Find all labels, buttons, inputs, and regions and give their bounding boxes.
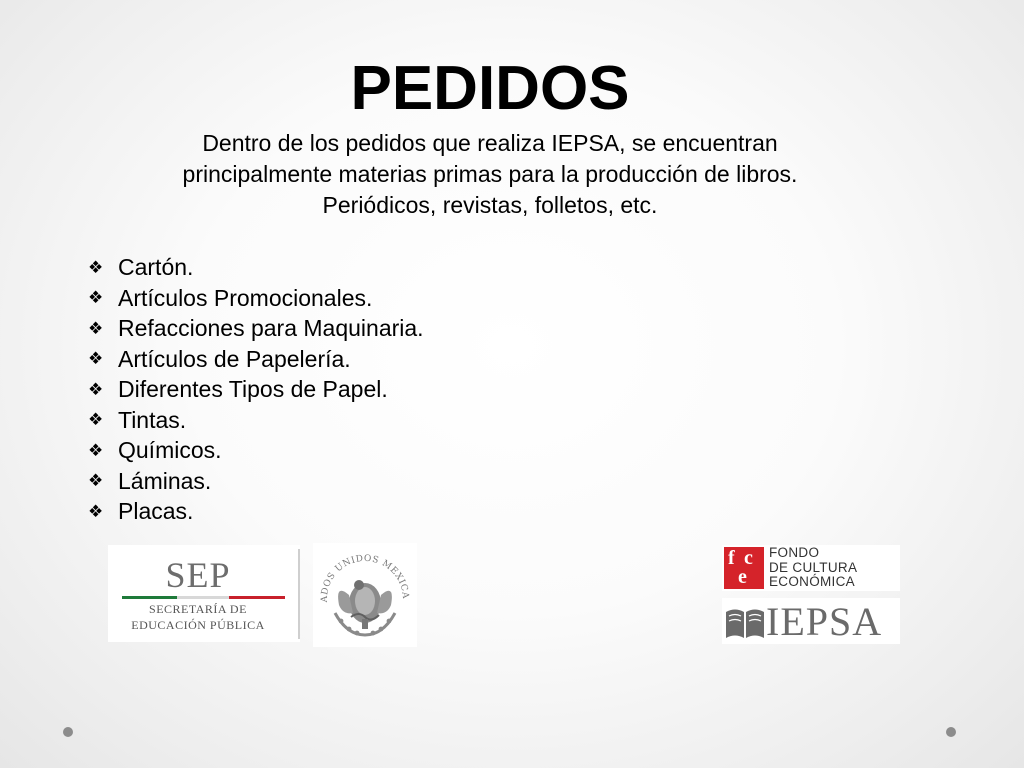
list-item xyxy=(88,466,424,497)
intro-line: Dentro de los pedidos que realiza IEPSA, se encuentran xyxy=(202,130,778,156)
sep-stripe-green xyxy=(122,596,177,599)
list-item-label: Tintas. xyxy=(118,406,187,433)
diamond-bullet-icon: ❖ xyxy=(88,410,104,430)
sep-stripe-white xyxy=(177,596,229,599)
slide-title: PEDIDOS xyxy=(350,54,630,123)
sep-logo-word: SEP xyxy=(165,555,231,595)
intro-paragraph xyxy=(100,128,880,221)
sep-logo-line1: SECRETARÍA DE xyxy=(149,602,247,616)
iepsa-logo xyxy=(722,598,900,644)
diamond-bullet-icon: ❖ xyxy=(88,440,104,460)
list-item xyxy=(88,344,424,375)
diamond-bullet-icon: ❖ xyxy=(88,471,104,491)
list-item-label: Químicos. xyxy=(118,437,222,463)
list-item-label: Láminas. xyxy=(118,467,212,494)
fce-mark-icon xyxy=(724,547,764,589)
list-item xyxy=(88,496,424,527)
eagle-seal-icon xyxy=(313,543,417,647)
list-item-label: Artículos de Papelería. xyxy=(118,345,351,372)
fce-line1: FONDO xyxy=(769,545,820,560)
mexican-seal-logo xyxy=(313,543,417,647)
fce-logo xyxy=(722,545,900,591)
fce-mark-letter: c xyxy=(744,547,753,569)
diamond-bullet-icon: ❖ xyxy=(88,318,104,338)
diamond-bullet-icon: ❖ xyxy=(88,288,104,308)
seal-arc-text: ADOS UNIDOS MEXICA xyxy=(319,553,411,603)
list-item-label: Diferentes Tipos de Papel. xyxy=(118,376,388,402)
list-item xyxy=(88,405,424,436)
open-book-icon xyxy=(724,602,766,642)
list-item-label: Refacciones para Maquinaria. xyxy=(118,315,424,341)
fce-mark-letter: f xyxy=(728,547,735,569)
diamond-bullet-icon: ❖ xyxy=(88,501,104,521)
list-item-label: Placas. xyxy=(118,498,194,524)
sep-divider xyxy=(298,549,300,639)
list-item-label: Cartón. xyxy=(118,254,194,280)
materials-list xyxy=(88,252,424,527)
diamond-bullet-icon: ❖ xyxy=(88,257,104,277)
intro-line: principalmente materias primas para la producción de libros. xyxy=(182,161,798,187)
decorative-dot xyxy=(63,727,73,737)
iepsa-logo-word: IEPSA xyxy=(766,599,883,644)
decorative-dot xyxy=(946,727,956,737)
list-item xyxy=(88,283,424,314)
list-item xyxy=(88,374,424,405)
sep-logo-line2: EDUCACIÓN PÚBLICA xyxy=(131,618,265,632)
sep-stripe-red xyxy=(229,596,285,599)
sep-logo xyxy=(108,545,300,642)
list-item-label: Artículos Promocionales. xyxy=(118,284,373,311)
fce-line3: ECONÓMICA xyxy=(769,574,855,589)
diamond-bullet-icon: ❖ xyxy=(88,379,104,399)
fce-line2: DE CULTURA xyxy=(769,559,858,575)
diamond-bullet-icon: ❖ xyxy=(88,349,104,369)
list-item xyxy=(88,313,424,344)
list-item xyxy=(88,252,424,283)
fce-logo-text xyxy=(769,546,857,590)
intro-line: Periódicos, revistas, folletos, etc. xyxy=(322,192,658,218)
fce-mark-letter: e xyxy=(738,566,747,588)
list-item xyxy=(88,435,424,466)
